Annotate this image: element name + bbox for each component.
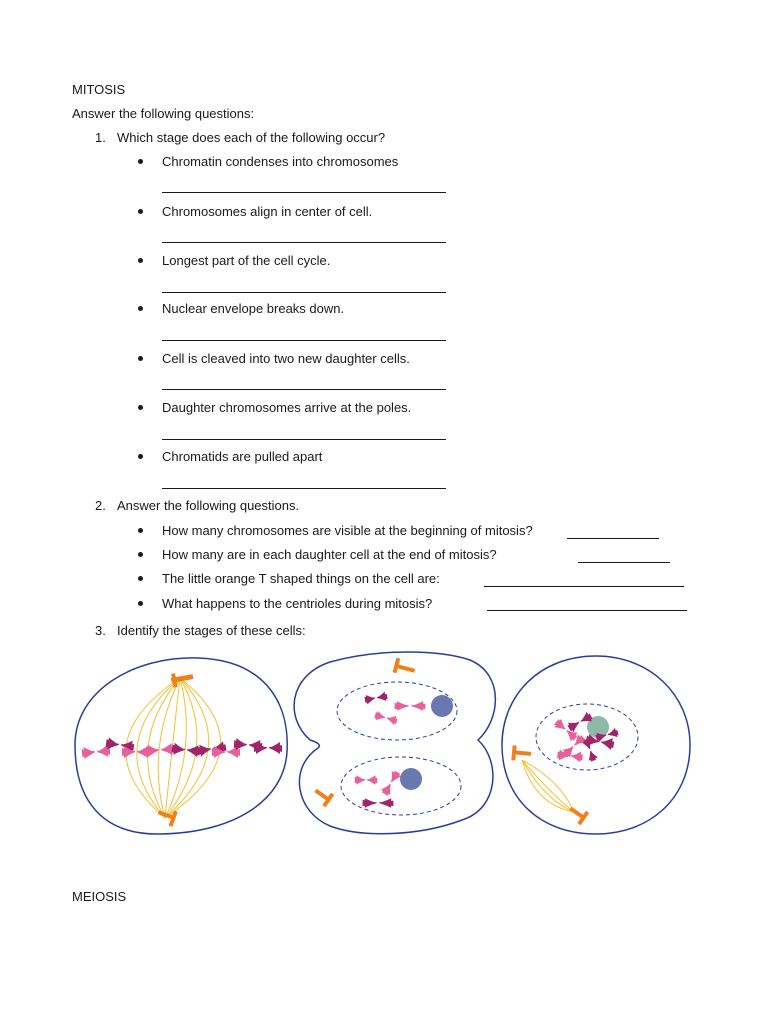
meiosis-heading: MEIOSIS [72,889,127,904]
q2-item-4: What happens to the centrioles during mitosis? [162,596,433,611]
q1-item-2: Chromosomes align in center of cell. [162,204,373,219]
question-3-number: 3. [95,623,106,638]
chromosome-row [82,737,282,759]
nucleolus [431,695,453,717]
centriole-icon [314,789,334,808]
question-1-number: 1. [95,130,106,145]
cell-membrane [502,656,690,834]
question-1-text: Which stage does each of the following occur? [117,130,386,145]
mitosis-heading: MITOSIS [72,82,126,97]
q2-item-2: How many are in each daughter cell at the end of mitosis? [162,547,497,562]
q1-item-6: Daughter chromosomes arrive at the poles. [162,400,412,415]
spindle-fibers [522,760,574,812]
q1-item-5: Cell is cleaved into two new daughter cells. [162,351,410,366]
q1-item-4: Nuclear envelope breaks down. [162,301,345,316]
intro-text: Answer the following questions: [72,106,255,121]
centriole-icon [393,658,416,674]
condensed-chromosomes [553,711,619,762]
nucleolus [400,768,422,790]
q1-item-3: Longest part of the cell cycle. [162,253,331,268]
chromosomes-bottom [355,769,402,807]
cell-metaphase[interactable] [75,658,287,834]
nuclear-envelope [341,757,461,815]
q2-item-3: The little orange T shaped things on the cell are: [162,571,440,586]
chromosomes-top [364,691,425,725]
q1-item-1: Chromatin condenses into chromosomes [162,154,399,169]
q2-item-1: How many chromosomes are visible at the beginning of mitosis? [162,523,533,538]
question-2-number: 2. [95,498,106,513]
centriole-icon [569,807,589,826]
cell-telophase[interactable] [294,652,495,834]
cell-membrane [294,652,495,834]
centriole-icon [511,745,531,760]
question-2-text: Answer the following questions. [117,498,300,513]
q1-item-7: Chromatids are pulled apart [162,449,323,464]
question-3-text: Identify the stages of these cells: [117,623,306,638]
cell-prophase[interactable] [502,656,690,834]
